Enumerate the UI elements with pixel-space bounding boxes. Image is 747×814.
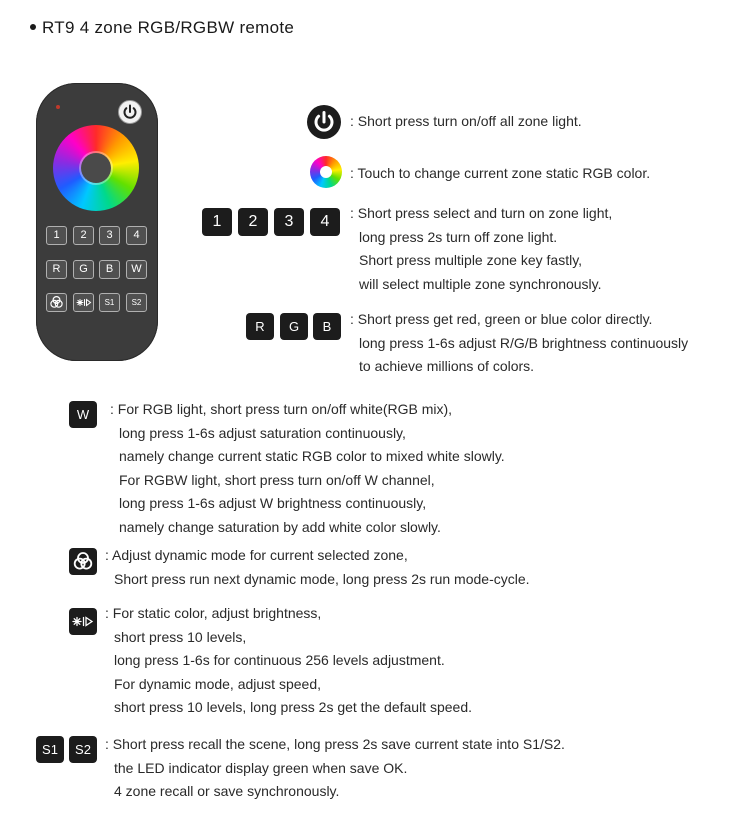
remote-key-mode (46, 293, 67, 312)
brightness-speed-icon (69, 608, 97, 635)
brightness-description: : For static color, adjust brightness, short press 10 levels, long press 1-6s for continuous 256 levels adjustment. For dynamic mode, adjust speed, short press 10 levels, long press 2s get the default speed. (105, 605, 472, 716)
dynamic-mode-key (69, 548, 97, 575)
brightness-speed-icon (74, 294, 93, 311)
page-title: RT9 4 zone RGB/RGBW remote (30, 18, 294, 38)
dynamic-mode-icon (47, 294, 66, 311)
bullet-icon (30, 24, 36, 30)
rgb-description: : Short press get red, green or blue color directly. long press 1-6s adjust R/G/B brightness continuously to achieve millions of colors. (350, 311, 689, 375)
remote-key-g: G (73, 260, 94, 279)
wheel-description: : Touch to change current zone static RGB color. (350, 165, 651, 181)
color-wheel-icon (310, 156, 342, 188)
brightness-speed-key (69, 608, 97, 635)
remote-key-b: B (99, 260, 120, 279)
zone-key-2: 2 (238, 208, 268, 236)
dynamic-mode-icon (69, 548, 97, 575)
power-description: : Short press turn on/off all zone light. (350, 113, 582, 129)
remote-key-3: 3 (99, 226, 120, 245)
remote-key-2: 2 (73, 226, 94, 245)
remote-key-brightness (73, 293, 94, 312)
zones-description: : Short press select and turn on zone light, long press 2s turn off zone light. Short press multiple zone key fastly, will select multiple zone synchronously. (350, 205, 613, 292)
remote-color-wheel (53, 125, 139, 211)
key-r: R (246, 313, 274, 340)
scene-key-s2: S2 (69, 736, 97, 763)
scene-key-s1: S1 (36, 736, 64, 763)
white-description: : For RGB light, short press turn on/off white(RGB mix), long press 1-6s adjust saturation continuously, namely change current static RGB color to mixed white slowly. For RGBW light, short press turn on/off W channel, long press 1-6s adjust W brightness continuously, namely change saturation by add white color slowly. (110, 401, 505, 535)
remote-key-4: 4 (126, 226, 147, 245)
remote-key-r: R (46, 260, 67, 279)
remote-illustration (36, 83, 158, 361)
color-wheel-center (81, 153, 111, 183)
zone-key-4: 4 (310, 208, 340, 236)
led-indicator-icon (56, 105, 60, 109)
remote-power-button (118, 100, 142, 124)
key-b: B (313, 313, 341, 340)
key-w: W (69, 401, 97, 428)
key-g: G (280, 313, 308, 340)
scene-description: : Short press recall the scene, long press 2s save current state into S1/S2. the LED indicator display green when save OK. 4 zone recall or save synchronously. (105, 736, 565, 800)
power-icon (307, 105, 341, 139)
remote-key-s1: S1 (99, 293, 120, 312)
power-key-icon (307, 105, 341, 139)
remote-key-s2: S2 (126, 293, 147, 312)
dynamic-description: : Adjust dynamic mode for current selected zone, Short press run next dynamic mode, long press 2s run mode-cycle. (105, 547, 530, 587)
remote-key-1: 1 (46, 226, 67, 245)
color-wheel-center (320, 166, 332, 178)
power-icon (119, 101, 141, 123)
zone-key-3: 3 (274, 208, 304, 236)
zone-key-1: 1 (202, 208, 232, 236)
remote-key-w: W (126, 260, 147, 279)
